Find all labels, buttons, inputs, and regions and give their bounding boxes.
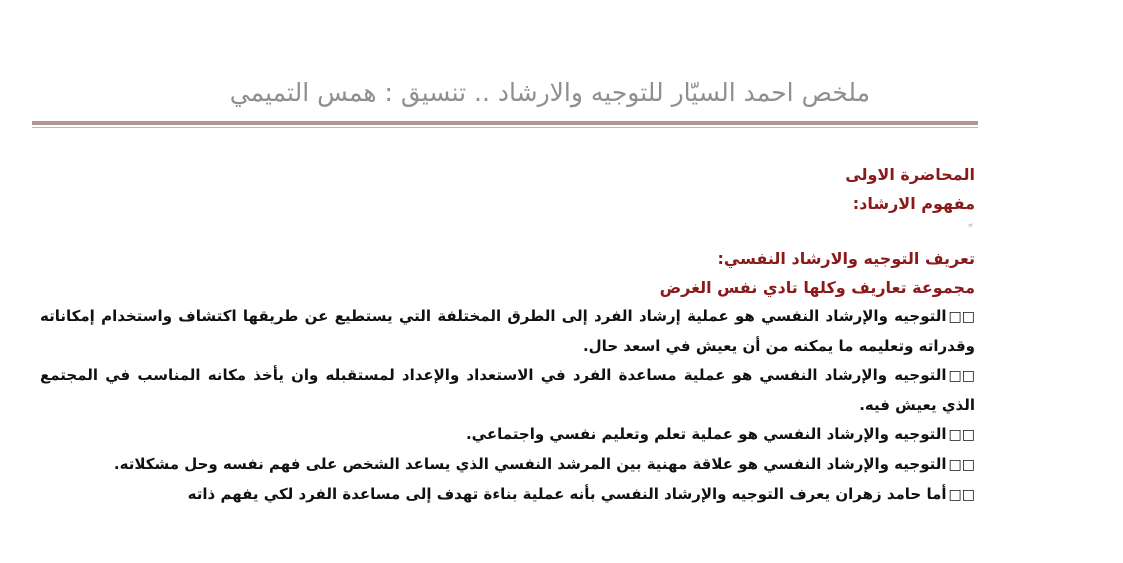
definition-text: أما حامد زهران يعرف التوجيه والإرشاد النفسي بأنه عملية بناءة تهدف إلى مساعدة الفرد لكي يفهم ذاته (187, 485, 947, 503)
lecture-heading: المحاضرة الاولى (845, 165, 975, 184)
header-divider-thick (32, 121, 978, 125)
checkbox-bullet-icon: □□ (948, 368, 975, 384)
definition-paragraph (40, 480, 975, 510)
checkbox-bullet-icon: □□ (948, 309, 975, 325)
definition-text: التوجيه والإرشاد النفسي هو علاقة مهنية بين المرشد النفسي الذي يساعد الشخص على فهم نفسه وحل مشكلاته. (113, 455, 947, 473)
concept-heading: مفهوم الارشاد: (852, 194, 975, 213)
definition-paragraph (40, 420, 975, 450)
document-body (40, 160, 975, 510)
checkbox-bullet-icon: □□ (948, 427, 975, 443)
definition-paragraph (40, 302, 975, 361)
definition-text: التوجيه والإرشاد النفسي هو عملية تعلم وتعليم نفسي واجتماعي. (465, 425, 947, 443)
header-divider-thin (32, 127, 978, 128)
definition-heading: تعريف التوجيه والارشاد النفسي: (717, 249, 975, 268)
document-header-title: ملخص احمد السيّار للتوجيه والارشاد .. تنسيق : همس التميمي (229, 78, 870, 107)
checkbox-bullet-icon: □□ (948, 487, 975, 503)
definition-paragraph (40, 361, 975, 420)
checkbox-bullet-icon: □□ (948, 457, 975, 473)
definition-text: التوجيه والإرشاد النفسي هو عملية إرشاد الفرد إلى الطرق المختلفة التي يستطيع عن طريقها اكتشاف واستخدام إمكاناته وقدراته وتعليمه ما يمكنه من أن يعيش في اسعد حال. (40, 307, 975, 355)
definition-paragraph (40, 450, 975, 480)
definition-text: التوجيه والإرشاد النفسي هو عملية مساعدة الفرد في الاستعداد والإعداد لمستقبله وان يأخذ مكانه المناسب في المجتمع الذي يعيش فيه. (40, 366, 975, 414)
diacritic-mark (40, 218, 975, 244)
group-heading: مجموعة تعاريف وكلها تادي نفس الغرض (659, 278, 975, 297)
